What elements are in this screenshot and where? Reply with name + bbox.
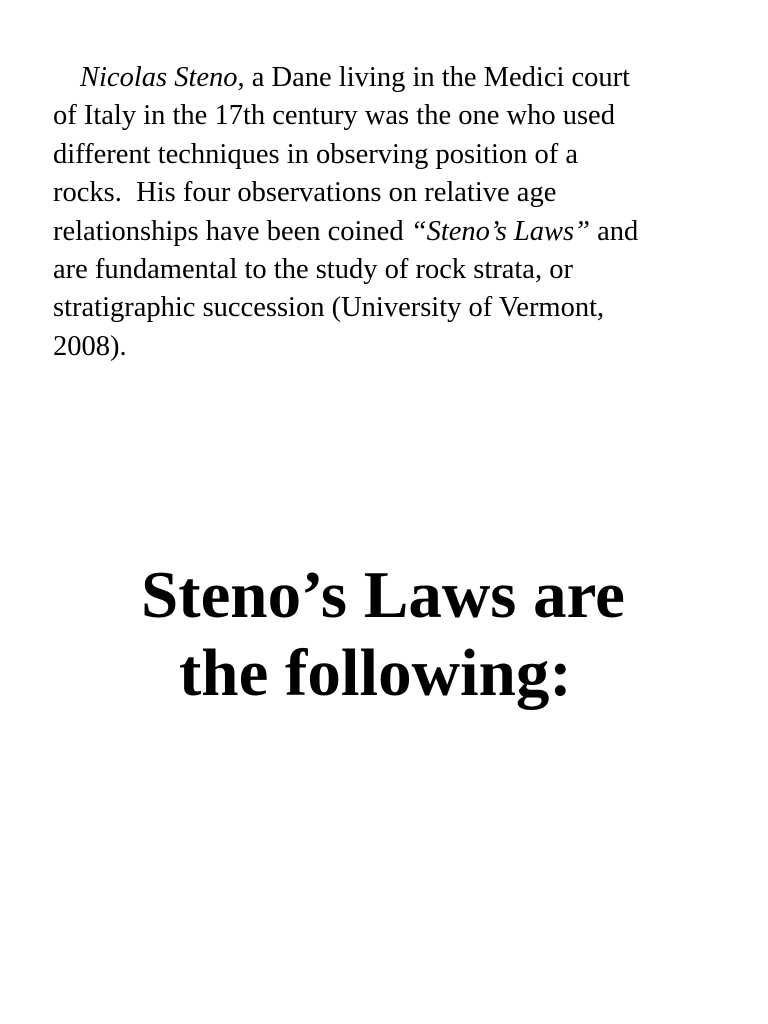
author-name: Nicolas Steno bbox=[80, 62, 238, 93]
intro-line bbox=[53, 213, 733, 251]
intro-line-text: rocks. His four observations on relative age bbox=[53, 177, 557, 209]
intro-line: 2008). bbox=[53, 330, 127, 362]
intro-paragraph bbox=[53, 59, 733, 366]
intro-line: stratigraphic succession (University of Vermont, bbox=[53, 292, 605, 324]
intro-line: different techniques in observing position of a bbox=[53, 138, 579, 170]
intro-line-text: relationships have been coined bbox=[53, 215, 411, 247]
intro-line: of Italy in the 17th century was the one who used bbox=[53, 100, 615, 132]
intro-line bbox=[53, 174, 733, 212]
stenos-laws-term: “Steno’s Laws” bbox=[410, 215, 590, 247]
intro-line-text: and bbox=[589, 215, 639, 247]
intro-line bbox=[53, 59, 733, 97]
intro-line-text: , a Dane living in the Medici court bbox=[237, 62, 631, 93]
heading-line-2: the following: bbox=[179, 636, 572, 710]
intro-line: are fundamental to the study of rock strata, or bbox=[53, 254, 573, 286]
heading-line-1: Steno’s Laws are bbox=[141, 558, 625, 632]
section-heading bbox=[0, 556, 768, 712]
